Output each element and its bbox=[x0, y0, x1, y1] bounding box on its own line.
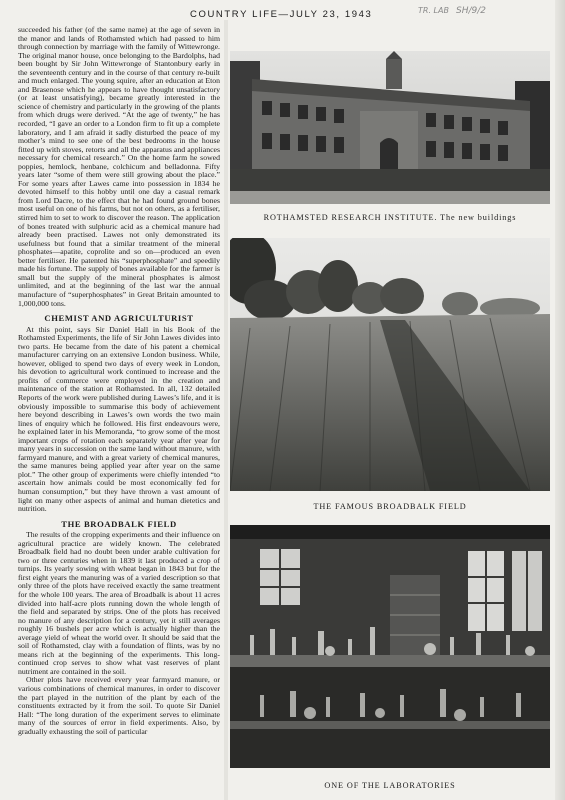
photo-laboratory bbox=[230, 525, 550, 768]
page-edge bbox=[555, 0, 565, 800]
section-heading-broadbalk: THE BROADBALK FIELD bbox=[61, 518, 177, 529]
column-gutter bbox=[224, 20, 228, 800]
article-paragraph: The results of the cropping experiments and their influence on agricultural practice are widely known. The celebrated Broadbalk field had no doubt been under arable cultivation for two or three centuries when in 1839 it last produced a crop of turnips. Its yearly sowing with wheat began in 1843 but for the first eight years the manuring was of a varied description so that only three of the plots have received exactly the same treatment for the whole 100 years. The area of Broadbalk is about 11 acres divided into half-acre plots running down the whole length of the field and separated by strips. One of the plots has received no manure of any description for a century, yet it still averages roughly 16 bushels per acre which is actually higher than the average yield of wheat the world over. It should be said that the soil of Rothamsted, clay with a foundation of flints, was by no means rich at the beginning of the experiments. This long-continued crop serves to show what vast reserves of plant nutriment are contained in the soil. bbox=[18, 530, 220, 676]
pencil-note-ref: SH/9/2 bbox=[456, 6, 486, 16]
caption-research-institute: ROTHAMSTED RESEARCH INSTITUTE. The new buildings bbox=[263, 213, 517, 222]
article-paragraph: Other plots have received every year farmyard manure, or various combinations of chemical manures, in order to discover the part played in the nutrition of the plant by each of the constituents extracted by it from the soil. To quote Sir Daniel Hall: “The long duration of the experiment serves to eliminate many of the sources of error in field experiments. Also, by gradually exhausting the soil of particular bbox=[18, 675, 220, 736]
photo-broadbalk-field bbox=[230, 238, 550, 491]
section-heading-chemist: CHEMIST AND AGRICULTURIST bbox=[44, 313, 194, 324]
caption-laboratory: ONE OF THE LABORATORIES bbox=[324, 781, 456, 790]
page-header: COUNTRY LIFE—JULY 23, 1943 bbox=[190, 9, 373, 20]
caption-broadbalk-field: THE FAMOUS BROADBALK FIELD bbox=[313, 502, 467, 511]
article-paragraph: succeeded his father (of the same name) at the age of seven in the manor and lands of Rothamsted which had passed to him through connection by marriage with the family of Wittewronge. The original manor house, once belonging to the Bardolphs, had been bought by Sir John Wittewronge of Stantonbury early in the seventeenth century and in the course of that century re-built and much enlarged. The young squire, after an education at Eton and Brasenose which he appears to have thought unsatisfactory (or at least unsatisfying), became greatly interested in the science of chemistry and particularly in the growing of the plants from which drugs were derived. “At the age of twenty,” he has recorded, “I gave an order to a London firm to fit up a complete laboratory, and I am afraid it sadly disturbed the peace of my mother’s mind to see one of the best bedrooms in the house fitted up with stoves, retorts and all the apparatus and appliances necessary for chemical research.” On the home farm he sowed poppies, hemlock, henbane, colchicum and belladonna. Fifty years later “some of them were still growing about the place.” For some years after Lawes came into possession in 1834 he devoted himself to this hobby until one day a casual remark from Lord Dacre, to the effect that he had found ground bones most useful on one of his farms, but not on others, as a fertiliser, stirred him to set to work to discover the reason. The application of bones treated with sulphuric acid as a chemical manure had already been practised. Lawes not only demonstrated its usefulness but found that a similar treatment of the mineral phosphates—apatite, coprolite and so on—produced an even better fertiliser. He patented his “superphosphate” and speedily made his fortune. The supply of bones available for the farmer is small but the supply of the mineral phosphates is almost unlimited, and at the beginning of the last war the annual manufacture of “superphosphates” in Great Britain amounted to 1,000,000 tons. bbox=[18, 26, 220, 308]
article-column bbox=[18, 26, 220, 796]
article-paragraph: At this point, says Sir Daniel Hall in his Book of the Rothamsted Experiments, the life of Sir John Lawes divides into two parts. He became from the date of his patent a chemical manufacturer carrying on an extensive London business. While, however, obliged to spend two days of every week in London, his devotion to agricultural work continued to increase and the profits of commerce were employed in the creation and maintenance of the station at Rothamsted. In all, 132 detailed Reports of the work were published during Lawes’s life, and it is obviously impossible to summarise this body of achievement here beyond describing in Lawes’s own words the two main lines of enquiry which he followed. His first endeavours were, he explained later in his Memoranda, “to grow some of the most important crops of rotation each separately year after year for many years in succession on the same land without manure, with farmyard manure, and with a great variety of chemical manures, the same manures being applied year after year on the same plot.” The other group of experiments were chiefly intended “to ascertain how animals could be most economically fed for human consumption,” but they have thrown a vast amount of light on many other aspects of animal and human dietetics and nutrition. bbox=[18, 324, 220, 514]
pencil-note-lab: TR. LAB bbox=[418, 6, 449, 15]
photo-research-institute bbox=[230, 51, 550, 204]
